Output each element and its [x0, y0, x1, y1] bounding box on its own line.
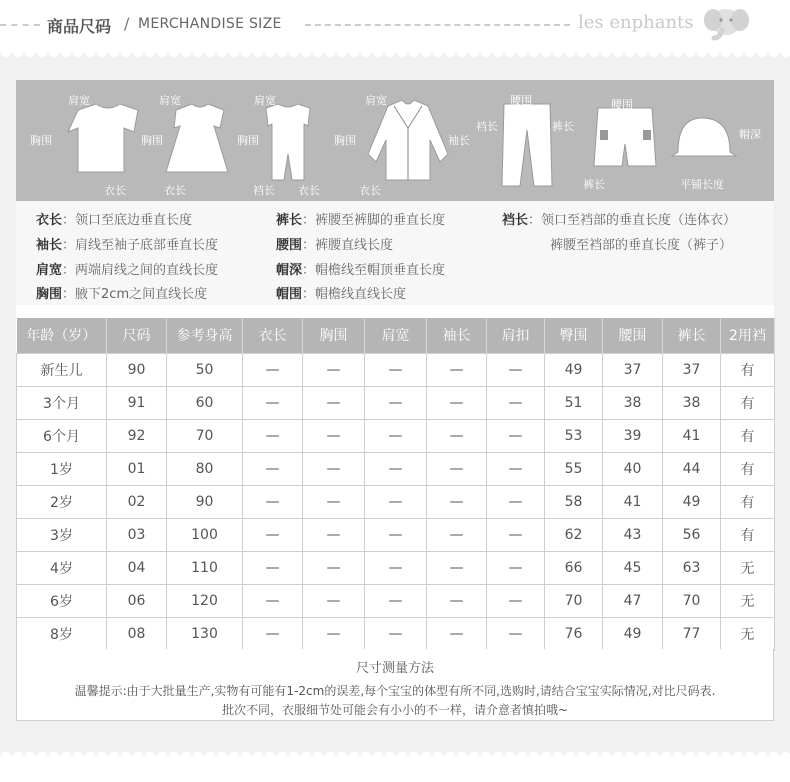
table-cell: 120: [167, 584, 243, 617]
table-cell: 51: [545, 386, 603, 419]
table-cell: —: [243, 518, 303, 551]
brand-name: les enphants: [578, 12, 694, 33]
table-cell: —: [243, 617, 303, 650]
table-cell: 70: [167, 419, 243, 452]
table-cell: —: [487, 584, 545, 617]
table-cell: 3岁: [17, 518, 107, 551]
table-cell: 76: [545, 617, 603, 650]
label-dress-shoulder: 肩宽: [159, 94, 181, 107]
table-cell: 90: [107, 353, 167, 386]
label-dress-length: 衣长: [164, 184, 186, 197]
table-cell: 1岁: [17, 452, 107, 485]
measurement-definitions: [16, 201, 774, 305]
def-dangchang: 裆长：领口至裆部的垂直长度（连体衣）: [502, 213, 737, 228]
def-xiuchang: 袖长：肩线至袖子底部垂直长度: [36, 238, 219, 253]
table-cell: 6个月: [17, 419, 107, 452]
table-cell: 49: [545, 353, 603, 386]
table-cell: 60: [167, 386, 243, 419]
header-sleeve: 袖长: [427, 318, 487, 353]
title-separator: /: [124, 14, 130, 33]
table-cell: —: [487, 452, 545, 485]
table-cell: 2岁: [17, 485, 107, 518]
scallop-edge-bottom: [0, 747, 790, 757]
def-yaowei: 腰围：裤腰直线长度: [276, 238, 394, 253]
table-row: [17, 551, 775, 584]
table-cell: 43: [603, 518, 663, 551]
table-cell: —: [243, 584, 303, 617]
table-cell: —: [487, 617, 545, 650]
table-cell: —: [487, 518, 545, 551]
label-jacket-shoulder: 肩宽: [365, 94, 387, 107]
table-cell: —: [487, 419, 545, 452]
header-pants-length: 裤长: [663, 318, 721, 353]
table-cell: —: [427, 584, 487, 617]
notes-line-1: 温馨提示:由于大批量生产,实物有可能有1-2cm的误差,每个宝宝的体型有所不同,选购时,请结合宝宝实际情况,对比尺码表.: [74, 684, 716, 698]
size-table: [16, 318, 775, 651]
label-shirt-chest: 胸围: [30, 134, 52, 147]
table-cell: 6岁: [17, 584, 107, 617]
table-row: [17, 386, 775, 419]
label-romper-length: 衣长: [298, 184, 320, 197]
label-shorts-waist: 腰围: [611, 98, 633, 111]
table-cell: 37: [603, 353, 663, 386]
header-shoulder: 肩宽: [365, 318, 427, 353]
table-cell: —: [487, 485, 545, 518]
label-shirt-shoulder: 肩宽: [68, 94, 90, 107]
table-header-row: [17, 318, 775, 353]
table-cell: 49: [603, 617, 663, 650]
table-cell: —: [427, 353, 487, 386]
table-cell: 80: [167, 452, 243, 485]
table-cell: 41: [663, 419, 721, 452]
def-yichang: 衣长：领口至底边垂直长度: [36, 213, 193, 228]
table-row: [17, 617, 775, 650]
label-dress-chest: 胸围: [141, 134, 163, 147]
notes-box: [16, 649, 774, 721]
label-pants-waist: 腰围: [510, 94, 532, 107]
page-header: [0, 0, 790, 52]
table-cell: —: [365, 518, 427, 551]
table-cell: 58: [545, 485, 603, 518]
garment-diagrams: [16, 80, 774, 201]
romper-icon: [266, 104, 310, 180]
table-cell: 无: [721, 617, 775, 650]
label-jacket-sleeve: 袖长: [448, 134, 470, 147]
table-cell: —: [427, 551, 487, 584]
def-dangchang-pants: 裤腰至裆部的垂直长度（裤子）: [550, 238, 733, 253]
table-cell: 53: [545, 419, 603, 452]
table-cell: 无: [721, 584, 775, 617]
pants-icon: [502, 104, 552, 186]
table-cell: 50: [167, 353, 243, 386]
table-cell: —: [487, 353, 545, 386]
table-cell: 08: [107, 617, 167, 650]
table-cell: —: [303, 353, 365, 386]
table-cell: 04: [107, 551, 167, 584]
header-size: 尺码: [107, 318, 167, 353]
table-row: [17, 452, 775, 485]
table-cell: —: [243, 452, 303, 485]
table-cell: 92: [107, 419, 167, 452]
table-body: [17, 353, 775, 650]
header-dashed-line-left: [0, 24, 40, 26]
table-cell: —: [303, 485, 365, 518]
table-cell: 70: [545, 584, 603, 617]
table-cell: 有: [721, 452, 775, 485]
table-cell: 56: [663, 518, 721, 551]
table-row: [17, 485, 775, 518]
page-title-en: MERCHANDISE SIZE: [138, 16, 282, 32]
dress-icon: [166, 104, 228, 172]
label-hat-depth: 帽深: [739, 128, 761, 141]
table-cell: 55: [545, 452, 603, 485]
table-cell: —: [365, 386, 427, 419]
header-length: 衣长: [243, 318, 303, 353]
table-cell: —: [427, 518, 487, 551]
def-maoshen: 帽深：帽檐线至帽顶垂直长度: [276, 263, 446, 278]
garment-illustrations: [16, 80, 774, 201]
table-cell: —: [303, 452, 365, 485]
table-cell: —: [303, 551, 365, 584]
notes-line-2: 批次不同，衣服细节处可能会有小小的不一样，请介意者慎拍哦~: [221, 703, 569, 717]
table-cell: 40: [603, 452, 663, 485]
table-cell: —: [303, 419, 365, 452]
header-height: 参考身高: [167, 318, 243, 353]
table-cell: —: [243, 419, 303, 452]
table-cell: —: [427, 386, 487, 419]
label-jacket-chest: 胸围: [334, 134, 356, 147]
header-age: 年龄（岁）: [17, 318, 107, 353]
table-cell: —: [427, 452, 487, 485]
def-kuchang: 裤长：裤腰至裤脚的垂直长度: [276, 213, 446, 228]
table-cell: 63: [663, 551, 721, 584]
elephant-logo-icon: [700, 4, 750, 42]
page-title-cn: 商品尺码: [47, 17, 112, 36]
table-cell: 91: [107, 386, 167, 419]
table-row: [17, 584, 775, 617]
table-cell: —: [365, 617, 427, 650]
table-cell: 有: [721, 353, 775, 386]
table-cell: 02: [107, 485, 167, 518]
header-dual-crotch: 2用裆: [721, 318, 775, 353]
table-cell: 45: [603, 551, 663, 584]
scallop-edge-top: [0, 52, 790, 60]
table-cell: 130: [167, 617, 243, 650]
label-jacket-length: 衣长: [359, 184, 381, 197]
table-cell: —: [243, 551, 303, 584]
header-chest: 胸围: [303, 318, 365, 353]
table-cell: 41: [603, 485, 663, 518]
table-cell: —: [303, 518, 365, 551]
table-cell: 有: [721, 386, 775, 419]
label-pants-crotch: 裆长: [476, 120, 498, 133]
table-cell: —: [365, 419, 427, 452]
label-romper-chest: 胸围: [237, 134, 259, 147]
table-row: [17, 518, 775, 551]
table-cell: 62: [545, 518, 603, 551]
table-cell: —: [365, 551, 427, 584]
table-cell: 49: [663, 485, 721, 518]
table-row: [17, 419, 775, 452]
table-cell: —: [243, 386, 303, 419]
header-waist: 腰围: [603, 318, 663, 353]
table-cell: —: [427, 485, 487, 518]
header-shoulder-button: 肩扣: [487, 318, 545, 353]
notes-title: 尺寸测量方法: [355, 661, 434, 676]
table-cell: —: [303, 617, 365, 650]
table-cell: —: [365, 485, 427, 518]
table-cell: —: [303, 584, 365, 617]
table-cell: 有: [721, 419, 775, 452]
table-cell: 38: [603, 386, 663, 419]
table-cell: 4岁: [17, 551, 107, 584]
table-cell: 新生儿: [17, 353, 107, 386]
table-row: [17, 353, 775, 386]
tshirt-icon: [68, 104, 138, 172]
table-cell: —: [427, 419, 487, 452]
hat-icon: [672, 118, 736, 156]
table-cell: —: [243, 353, 303, 386]
table-cell: 47: [603, 584, 663, 617]
table-cell: 06: [107, 584, 167, 617]
table-cell: —: [365, 353, 427, 386]
table-cell: —: [303, 386, 365, 419]
table-cell: 3个月: [17, 386, 107, 419]
table-cell: 37: [663, 353, 721, 386]
def-jiankuan: 肩宽：两端肩线之间的直线长度: [36, 263, 219, 278]
table-cell: 无: [721, 551, 775, 584]
table-cell: 70: [663, 584, 721, 617]
label-shorts-length: 裤长: [583, 178, 605, 191]
table-cell: —: [365, 452, 427, 485]
header-dashed-line-right: [305, 24, 570, 26]
table-cell: —: [487, 386, 545, 419]
label-romper-crotch: 裆长: [253, 184, 275, 197]
table-cell: 有: [721, 485, 775, 518]
def-maowei: 帽围：帽檐线直线长度: [276, 287, 407, 302]
table-cell: 66: [545, 551, 603, 584]
header-hip: 臀围: [545, 318, 603, 353]
table-cell: 03: [107, 518, 167, 551]
label-pants-length: 裤长: [552, 120, 574, 133]
table-cell: 39: [603, 419, 663, 452]
label-shirt-length: 衣长: [104, 184, 126, 197]
table-cell: 100: [167, 518, 243, 551]
table-cell: —: [243, 485, 303, 518]
table-cell: 8岁: [17, 617, 107, 650]
table-cell: —: [365, 584, 427, 617]
def-xiongwei: 胸围：腋下2cm之间直线长度: [36, 287, 208, 302]
table-cell: 有: [721, 518, 775, 551]
label-romper-shoulder: 肩宽: [254, 94, 276, 107]
table-cell: —: [487, 551, 545, 584]
table-cell: 44: [663, 452, 721, 485]
table-cell: 38: [663, 386, 721, 419]
table-cell: —: [427, 617, 487, 650]
table-cell: 77: [663, 617, 721, 650]
label-hat-flat: 平铺长度: [680, 178, 724, 191]
table-cell: 110: [167, 551, 243, 584]
table-cell: 90: [167, 485, 243, 518]
table-cell: 01: [107, 452, 167, 485]
